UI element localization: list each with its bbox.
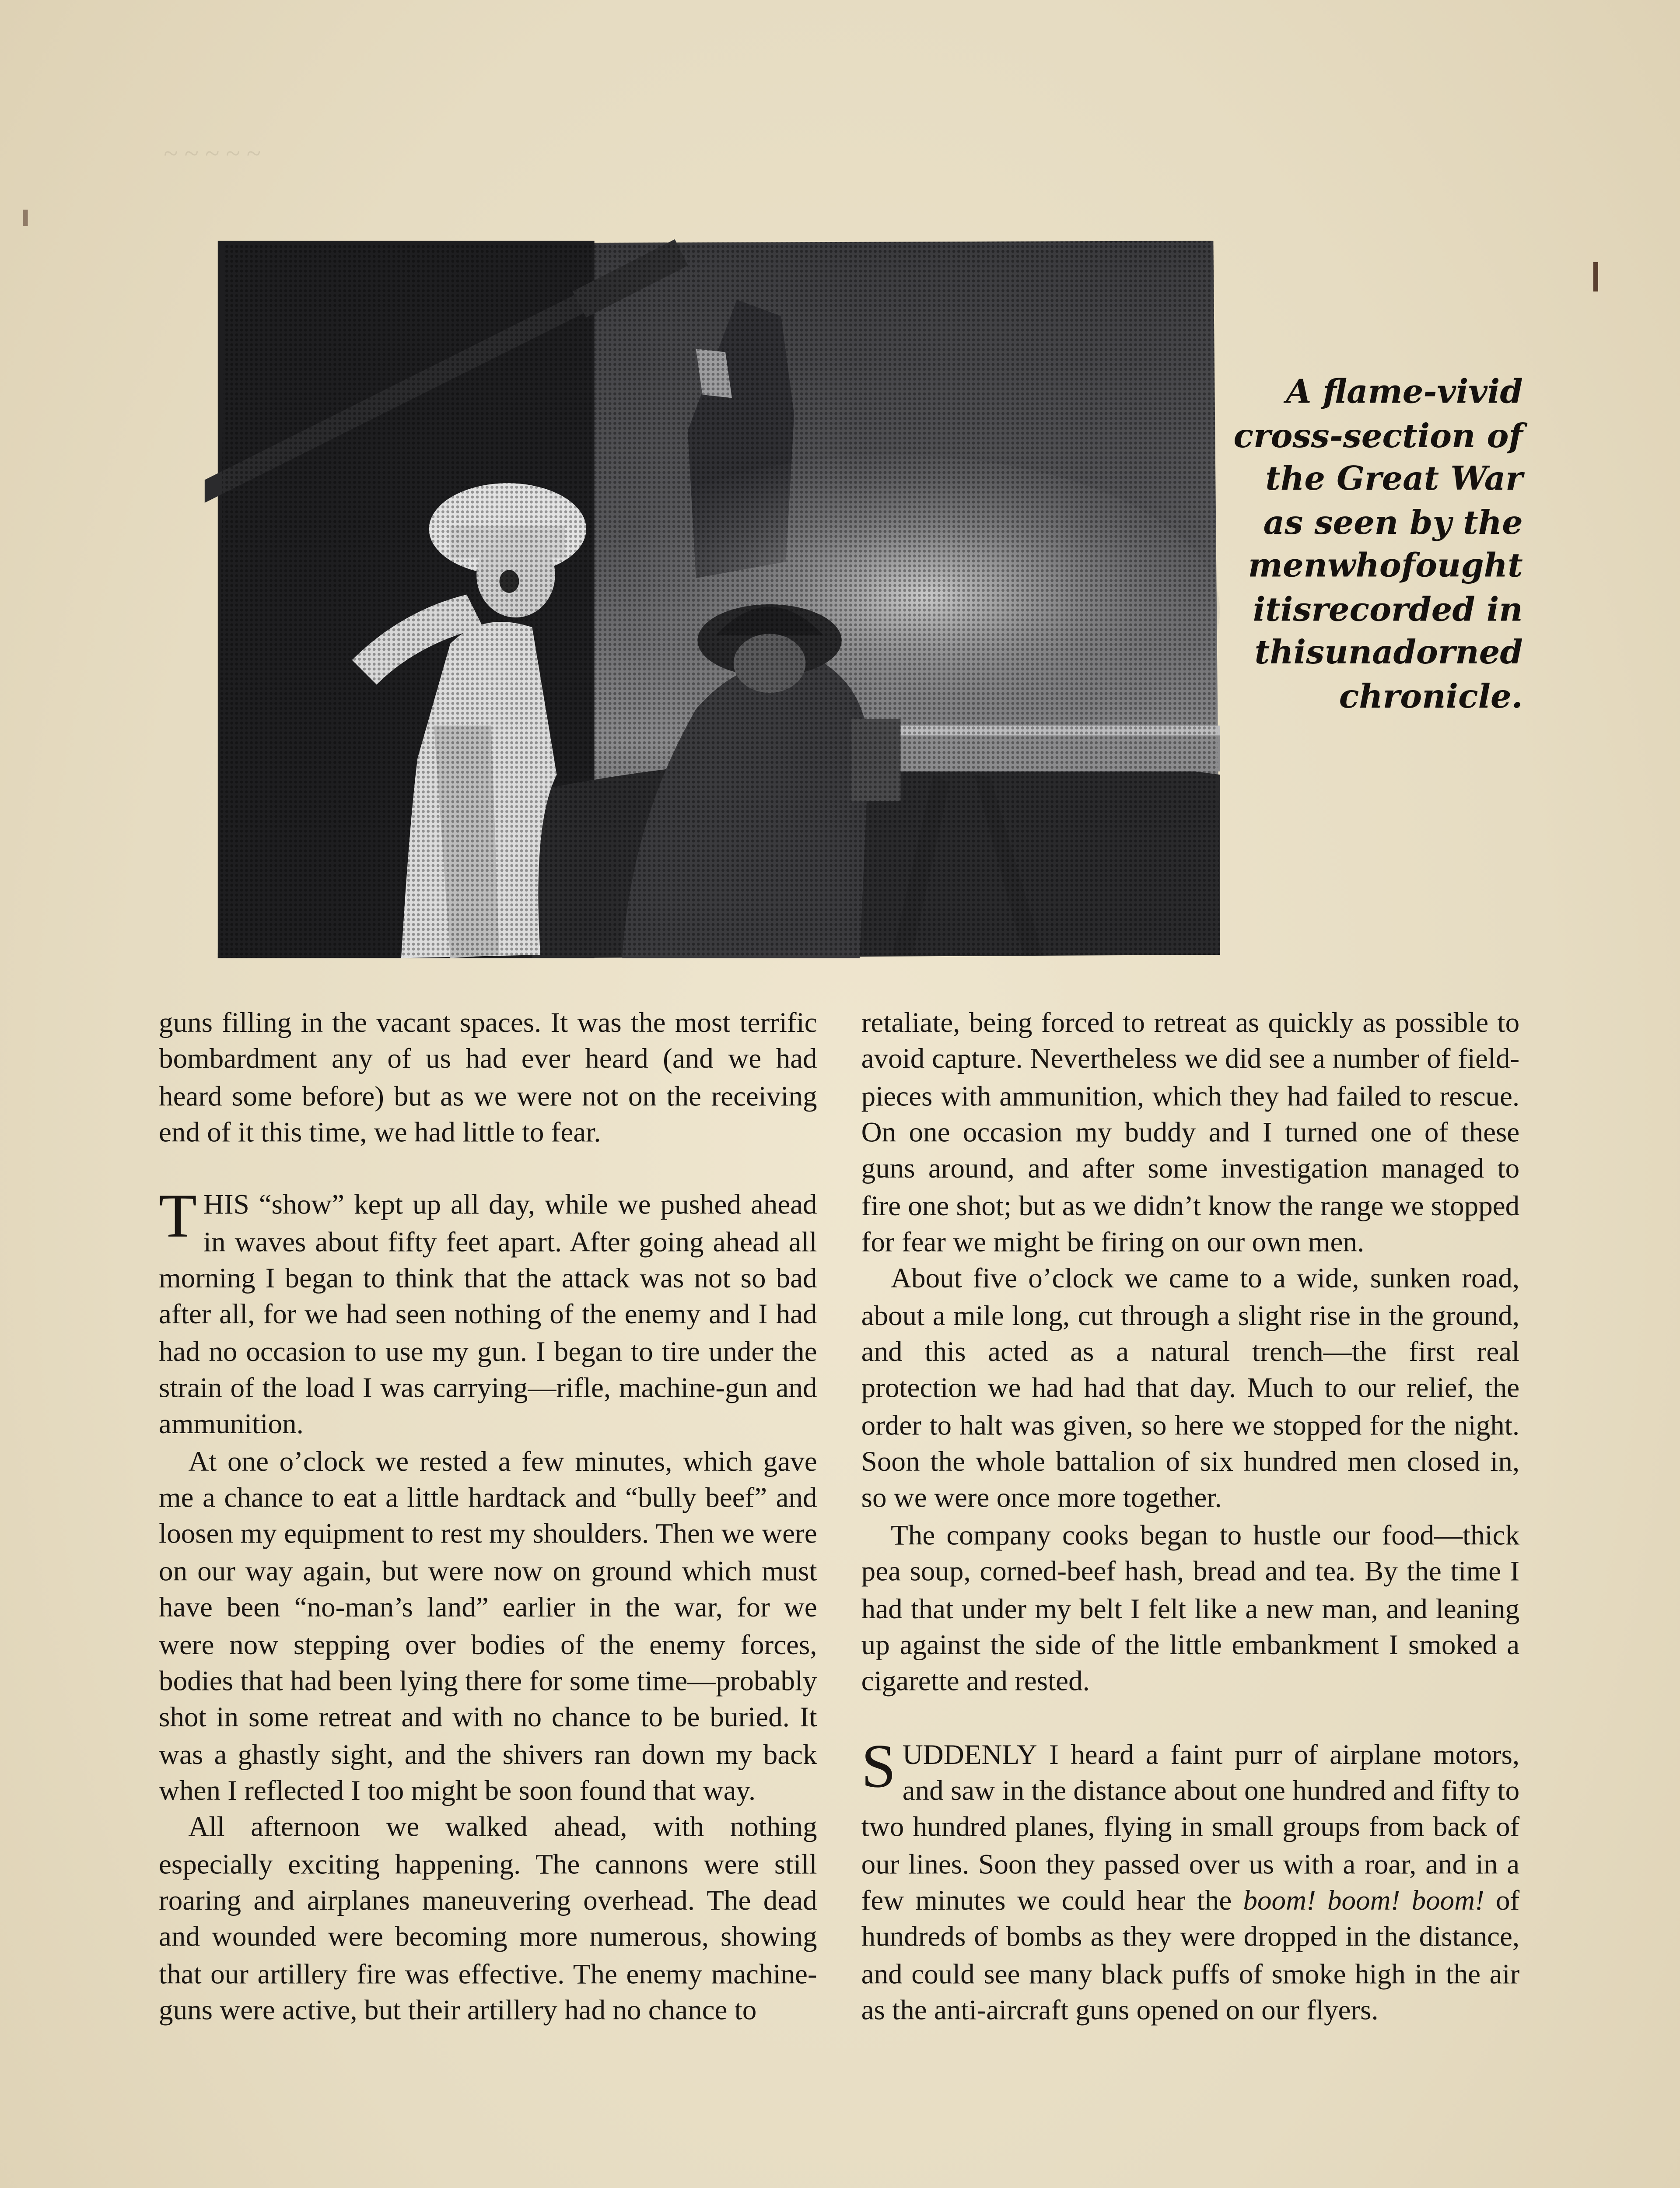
small-caps-lead: HIS	[203, 1188, 249, 1221]
section-paragraph	[159, 1183, 817, 1442]
section-paragraph	[861, 1732, 1520, 2028]
caption-line: menwhofought	[1248, 545, 1523, 585]
caption-line: A flame-vivid	[1286, 372, 1523, 411]
paragraph: guns filling in the vacant spaces. It was the most terrific bombardment any of us had ever heard (and we had heard some before) but as we were not on the receiving end of it this time, we had little to fear.	[159, 1006, 817, 1148]
paragraph: At one o’clock we rested a few minutes, which gave me a chance to eat a little hardtack and “bully beef” and loosen my equipment to rest my shoulders. Then we were on our way again, but were now on ground which must have been “no-man’s land” earlier in the war, for we were now stepping over bodies of the enemy forces, bodies that had been lying there for some time—probably shot in some retreat and with no chance to be buried. It was a ghastly sight, and the shivers ran down my back when I reflected I too might be soon found that way.	[159, 1444, 817, 1806]
caption-line: thisunadorned	[1254, 632, 1523, 672]
paragraph: retaliate, being forced to retreat as quickly as possible to avoid capture. Nevertheless we did see a number of field-pieces with ammunition, which they had failed to rescue. On one occasion my buddy and I turned one of these guns around, and after some investigation managed to fire one shot; but as we didn’t know the range we stopped for fear we might be firing on our own men.	[861, 1006, 1520, 1258]
drop-cap: T	[159, 1183, 197, 1252]
caption-line: chronicle.	[1339, 675, 1523, 715]
war-illustration	[205, 234, 1230, 963]
paragraph-text: I heard a faint purr of airplane motors, and saw in the distance about one hundred and fifty to two hundred planes, flying in small groups from back of our lines. Soon they passed over us with a roar, and in a few minutes we could hear the	[861, 1737, 1520, 1916]
paragraph: All afternoon we walked ahead, with nothing especially exciting happening. The cannons were still roaring and airplanes maneuvering overhead. The dead and wounded were becoming more numerous, showing that our artillery fire was effective. The enemy machine-guns were active, but their artillery had no chance to	[159, 1810, 817, 2026]
paragraph: The company cooks began to hustle our food—thick pea soup, corned-beef hash, bread and tea. By the time I had that under my belt I felt like a new man, and leaning up against the side of the little embankment I smoked a cigarette and rested.	[861, 1518, 1520, 1697]
paragraph-text: “show” kept up all day, while we pushed ahead in waves about fifty feet apart. After going ahead all morning I began to think that the attack was not so bad after all, for we had seen nothing of the enemy and I had had no occasion to use my gun. I began to tire under the strain of the load I was carrying—rifle, machine-gun and ammunition.	[159, 1188, 817, 1441]
drop-cap: S	[861, 1732, 896, 1801]
illustration-caption	[1195, 370, 1523, 717]
left-text-column	[159, 1004, 817, 2028]
caption-line: the Great War	[1265, 458, 1523, 498]
paper-edge-mark	[1593, 262, 1598, 291]
small-caps-lead: UDDENLY	[902, 1737, 1037, 1770]
italic-text: boom! boom! boom!	[1243, 1883, 1484, 1916]
paragraph: About five o’clock we came to a wide, sunken road, about a mile long, cut through a slight rise in the ground, and this acted as a natural trench—the first real protection we had had that day. Much to our relief, the order to halt was given, so here we stopped for the night. Soon the whole battalion of six hundred men closed in, so we were once more together.	[861, 1262, 1520, 1515]
caption-line: itisrecorded in	[1253, 589, 1523, 628]
caption-line: as seen by the	[1263, 502, 1523, 541]
show-through-text: ~ ~ ~ ~ ~	[164, 140, 261, 169]
paper-edge-mark	[23, 210, 28, 226]
right-text-column	[861, 1004, 1520, 2028]
paragraph-text: of hundreds of bombs as they were dropped in the distance, and could see many black puffs of smoke high in the air as the anti-aircraft guns opened on our flyers.	[861, 1883, 1520, 2026]
caption-line: cross-section of	[1233, 415, 1523, 455]
